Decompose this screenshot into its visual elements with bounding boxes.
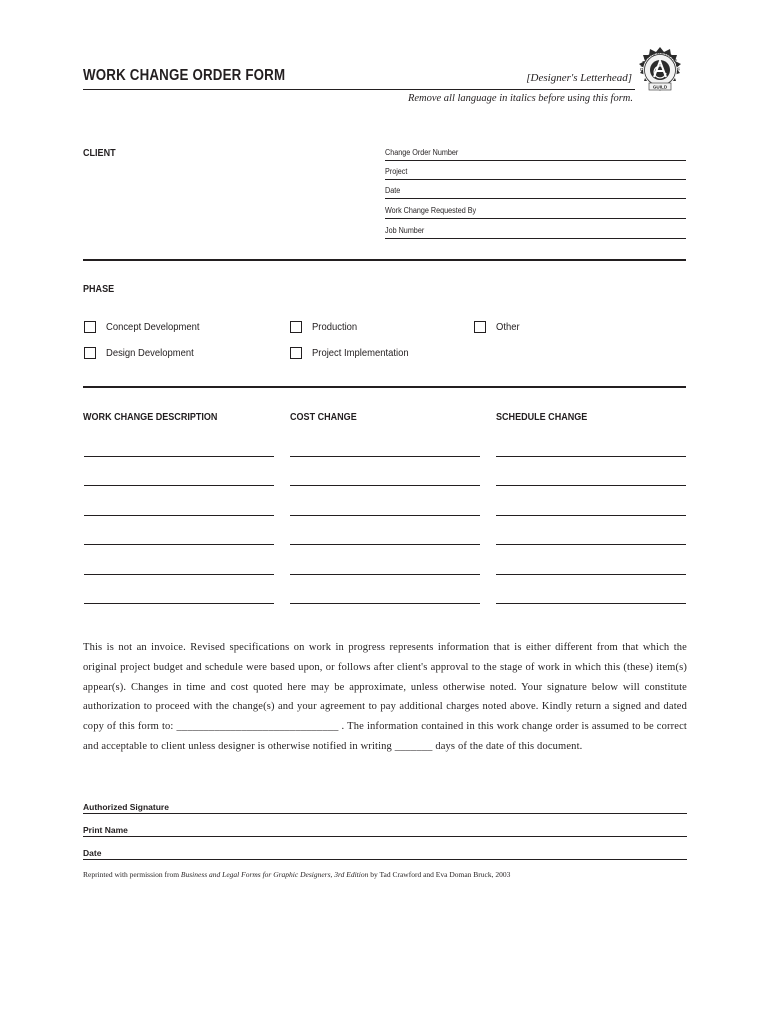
designer-letterhead-placeholder: [Designer's Letterhead] <box>526 72 632 84</box>
client-label: CLIENT <box>83 147 116 159</box>
checkbox[interactable] <box>290 321 302 333</box>
date-signature-line[interactable] <box>83 859 687 860</box>
cost-entry-line[interactable] <box>290 456 480 457</box>
work-change-requested-by-field[interactable] <box>385 206 686 219</box>
work-change-requested-by-label: Work Change Requested By <box>385 206 477 215</box>
description-entry-line[interactable] <box>84 603 274 604</box>
change-order-number-field[interactable] <box>385 148 686 161</box>
schedule-change-header: SCHEDULE CHANGE <box>496 411 588 423</box>
schedule-entry-line[interactable] <box>496 515 686 516</box>
credit-book-title: Business and Legal Forms for Graphic Designers, 3rd Edition <box>180 870 369 879</box>
cost-entry-line[interactable] <box>290 515 480 516</box>
schedule-entry-line[interactable] <box>496 574 686 575</box>
cost-entry-line[interactable] <box>290 485 480 486</box>
description-entry-line[interactable] <box>84 456 274 457</box>
phase-section-divider <box>83 386 686 388</box>
authorized-signature-label: Authorized Signature <box>83 802 169 812</box>
job-number-field[interactable] <box>385 226 686 239</box>
checkbox[interactable] <box>290 347 302 359</box>
phase-label: PHASE <box>83 283 115 295</box>
credit-prefix: Reprinted with permission from <box>83 870 181 879</box>
phase-option-label: Other <box>496 321 520 333</box>
checkbox[interactable] <box>84 347 96 359</box>
description-entry-line[interactable] <box>84 485 274 486</box>
authorized-signature-line[interactable] <box>83 813 687 814</box>
schedule-entry-line[interactable] <box>496 485 686 486</box>
italics-instruction: Remove all language in italics before using this form. <box>407 93 633 104</box>
description-entry-line[interactable] <box>84 574 274 575</box>
notice-text-part1: This is not an invoice. Revised specifications on work in progress represents information that is either different from that which the original project budget and schedule were based upon, or follows after client's approval to the stage of work in which this (these) item(s) appear(s). Changes in time and cost quoted here may be approximate, unless otherwise noted. Your signature below will constitute authorization to proceed with the change(s) and your agreement to pay additional charges noted above. Kindly return a signed and dated copy of this form to: <box>83 642 687 733</box>
cost-entry-line[interactable] <box>290 603 480 604</box>
cost-change-header: COST CHANGE <box>290 411 357 423</box>
phase-option-label: Design Development <box>106 347 194 359</box>
print-name-line[interactable] <box>83 836 687 837</box>
return-address-blank[interactable]: ______________________________ <box>176 721 339 733</box>
description-entry-line[interactable] <box>84 515 274 516</box>
print-name-label: Print Name <box>83 825 128 835</box>
title-divider <box>83 89 635 90</box>
checkbox[interactable] <box>474 321 486 333</box>
credit-suffix: by Tad Crawford and Eva Doman Bruck, 2003 <box>368 870 511 879</box>
date-field[interactable] <box>385 186 686 199</box>
phase-option-label: Production <box>312 321 358 333</box>
notification-days-blank[interactable]: _______ <box>394 740 433 752</box>
change-order-number-label: Change Order Number <box>385 148 459 157</box>
schedule-entry-line[interactable] <box>496 544 686 545</box>
project-field[interactable] <box>385 167 686 180</box>
guild-seal-logo <box>635 46 685 96</box>
date-signature-label: Date <box>83 848 102 858</box>
cost-entry-line[interactable] <box>290 544 480 545</box>
checkbox[interactable] <box>84 321 96 333</box>
work-change-description-header: WORK CHANGE DESCRIPTION <box>83 411 218 423</box>
notice-text-part2: . The information contained in this work change order is assumed to be correct and acceptable to client unless designer is otherwise notified in writing <box>83 721 687 752</box>
form-title: WORK CHANGE ORDER FORM <box>83 67 286 84</box>
seal-guild-banner: GUILD <box>652 84 668 90</box>
description-entry-line[interactable] <box>84 544 274 545</box>
schedule-entry-line[interactable] <box>496 456 686 457</box>
notice-paragraph <box>83 638 687 757</box>
phase-option-label: Concept Development <box>106 321 200 333</box>
schedule-entry-line[interactable] <box>496 603 686 604</box>
project-label: Project <box>385 167 408 176</box>
job-number-label: Job Number <box>385 226 425 235</box>
seal-ring-text: GRAPHIC ARTISTS GU <box>638 49 682 72</box>
notice-text-part3: days of the date of this document. <box>432 740 583 752</box>
date-label: Date <box>385 186 401 195</box>
client-section-divider <box>83 259 686 261</box>
cost-entry-line[interactable] <box>290 574 480 575</box>
reprint-credit <box>83 870 510 879</box>
phase-option-label: Project Implementation <box>312 347 409 359</box>
